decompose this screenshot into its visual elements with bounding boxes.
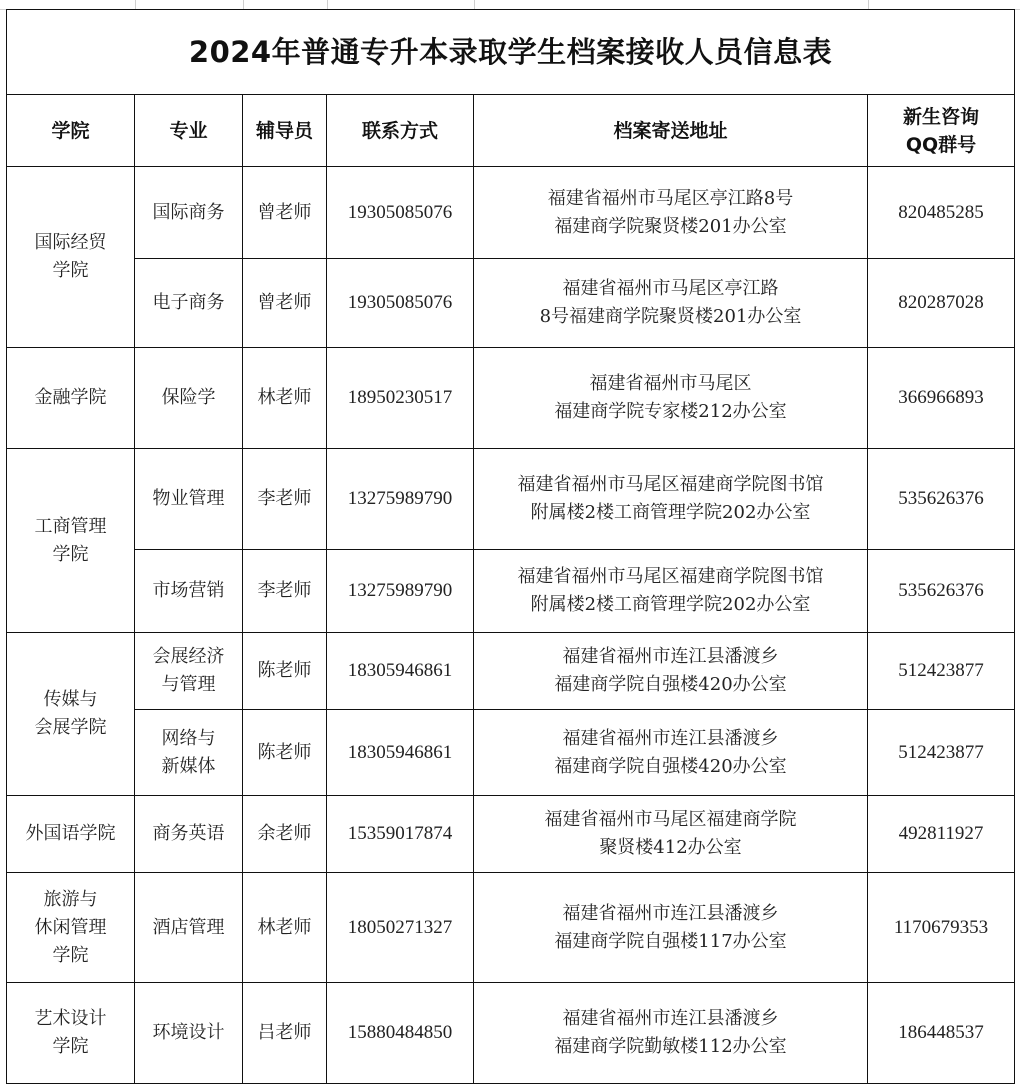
header-counselor: 辅导员 [243, 95, 327, 167]
college-cell: 传媒与 会展学院 [7, 633, 135, 796]
qq-cell: 1170679353 [868, 873, 1015, 983]
table-row [7, 710, 1015, 796]
qq-cell: 512423877 [868, 633, 1015, 710]
address-cell: 福建省福州市马尾区福建商学院图书馆 附属楼2楼工商管理学院202办公室 [474, 449, 868, 550]
table-title: 2024年普通专升本录取学生档案接收人员信息表 [7, 10, 1015, 95]
sheet-grid-tick [474, 0, 475, 9]
table-row [7, 348, 1015, 449]
phone-cell: 18950230517 [327, 348, 474, 449]
address-cell: 福建省福州市连江县潘渡乡 福建商学院勤敏楼112办公室 [474, 983, 868, 1084]
counselor-cell: 林老师 [243, 873, 327, 983]
address-cell: 福建省福州市马尾区 福建商学院专家楼212办公室 [474, 348, 868, 449]
address-cell: 福建省福州市连江县潘渡乡 福建商学院自强楼420办公室 [474, 633, 868, 710]
counselor-cell: 李老师 [243, 449, 327, 550]
counselor-cell: 林老师 [243, 348, 327, 449]
phone-cell: 19305085076 [327, 167, 474, 259]
table-row [7, 983, 1015, 1084]
qq-cell: 820287028 [868, 259, 1015, 348]
sheet-grid-tick [868, 0, 869, 9]
address-cell: 福建省福州市马尾区福建商学院 聚贤楼412办公室 [474, 796, 868, 873]
qq-cell: 535626376 [868, 449, 1015, 550]
address-cell: 福建省福州市连江县潘渡乡 福建商学院自强楼117办公室 [474, 873, 868, 983]
counselor-cell: 陈老师 [243, 710, 327, 796]
phone-cell: 13275989790 [327, 550, 474, 633]
phone-cell: 19305085076 [327, 259, 474, 348]
address-cell: 福建省福州市连江县潘渡乡 福建商学院自强楼420办公室 [474, 710, 868, 796]
major-cell: 电子商务 [135, 259, 243, 348]
header-row [7, 95, 1015, 167]
table-row [7, 550, 1015, 633]
major-cell: 酒店管理 [135, 873, 243, 983]
table-row [7, 167, 1015, 259]
address-cell: 福建省福州市马尾区亭江路 8号福建商学院聚贤楼201办公室 [474, 259, 868, 348]
table-row [7, 873, 1015, 983]
counselor-cell: 陈老师 [243, 633, 327, 710]
major-cell: 会展经济 与管理 [135, 633, 243, 710]
header-qq: 新生咨询 QQ群号 [868, 95, 1015, 167]
major-cell: 网络与 新媒体 [135, 710, 243, 796]
major-cell: 环境设计 [135, 983, 243, 1084]
major-cell: 商务英语 [135, 796, 243, 873]
qq-cell: 186448537 [868, 983, 1015, 1084]
phone-cell: 13275989790 [327, 449, 474, 550]
phone-cell: 18305946861 [327, 633, 474, 710]
phone-cell: 15359017874 [327, 796, 474, 873]
counselor-cell: 李老师 [243, 550, 327, 633]
counselor-cell: 余老师 [243, 796, 327, 873]
college-cell: 旅游与 休闲管理 学院 [7, 873, 135, 983]
sheet-grid-tick [327, 0, 328, 9]
qq-cell: 492811927 [868, 796, 1015, 873]
qq-cell: 512423877 [868, 710, 1015, 796]
header-address: 档案寄送地址 [474, 95, 868, 167]
info-table [6, 9, 1015, 1084]
college-cell: 外国语学院 [7, 796, 135, 873]
table-row [7, 796, 1015, 873]
counselor-cell: 吕老师 [243, 983, 327, 1084]
counselor-cell: 曾老师 [243, 167, 327, 259]
address-cell: 福建省福州市马尾区亭江路8号 福建商学院聚贤楼201办公室 [474, 167, 868, 259]
header-major: 专业 [135, 95, 243, 167]
table-row [7, 259, 1015, 348]
major-cell: 国际商务 [135, 167, 243, 259]
major-cell: 保险学 [135, 348, 243, 449]
major-cell: 物业管理 [135, 449, 243, 550]
address-cell: 福建省福州市马尾区福建商学院图书馆 附属楼2楼工商管理学院202办公室 [474, 550, 868, 633]
sheet-grid-tick [135, 0, 136, 9]
phone-cell: 18305946861 [327, 710, 474, 796]
header-college: 学院 [7, 95, 135, 167]
college-cell: 工商管理 学院 [7, 449, 135, 633]
counselor-cell: 曾老师 [243, 259, 327, 348]
header-contact: 联系方式 [327, 95, 474, 167]
sheet-grid-tick [243, 0, 244, 9]
qq-cell: 366966893 [868, 348, 1015, 449]
table-row [7, 633, 1015, 710]
phone-cell: 18050271327 [327, 873, 474, 983]
qq-cell: 535626376 [868, 550, 1015, 633]
college-cell: 国际经贸 学院 [7, 167, 135, 348]
table-row [7, 449, 1015, 550]
college-cell: 金融学院 [7, 348, 135, 449]
phone-cell: 15880484850 [327, 983, 474, 1084]
major-cell: 市场营销 [135, 550, 243, 633]
college-cell: 艺术设计 学院 [7, 983, 135, 1084]
qq-cell: 820485285 [868, 167, 1015, 259]
